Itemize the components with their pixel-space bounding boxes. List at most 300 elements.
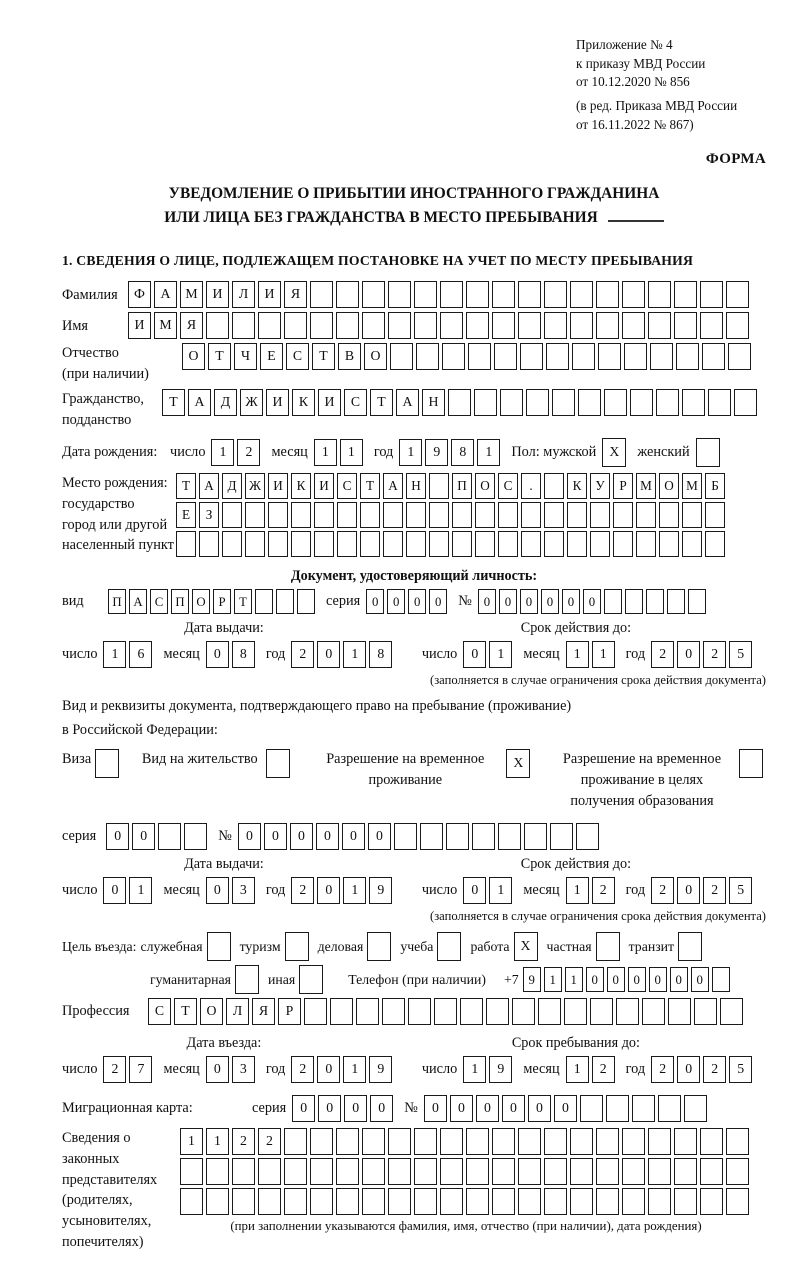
char-cell[interactable]: 2	[703, 641, 726, 668]
char-cell[interactable]	[688, 589, 706, 614]
char-cell[interactable]	[696, 438, 720, 467]
char-cell[interactable]	[596, 932, 620, 961]
char-cell[interactable]	[206, 312, 229, 339]
char-cell[interactable]: О	[364, 343, 387, 370]
char-cell[interactable]	[291, 502, 311, 528]
char-cell[interactable]: 0	[450, 1095, 473, 1122]
char-cell[interactable]	[570, 1158, 593, 1185]
char-cell[interactable]	[705, 531, 725, 557]
char-cell[interactable]	[682, 531, 702, 557]
char-cell[interactable]: 1	[544, 967, 562, 992]
char-cell[interactable]: О	[659, 473, 679, 499]
char-cell[interactable]	[180, 1188, 203, 1215]
char-cell[interactable]	[388, 1188, 411, 1215]
char-cell[interactable]: 2	[703, 1056, 726, 1083]
char-cell[interactable]	[720, 998, 743, 1025]
char-cell[interactable]: .	[521, 473, 541, 499]
char-cell[interactable]: Ф	[128, 281, 151, 308]
char-cell[interactable]	[659, 531, 679, 557]
char-cell[interactable]: 2	[232, 1128, 255, 1155]
char-cell[interactable]: 0	[528, 1095, 551, 1122]
char-cell[interactable]: 0	[206, 641, 229, 668]
char-cell[interactable]: 0	[342, 823, 365, 850]
char-cell[interactable]	[492, 1158, 515, 1185]
char-cell[interactable]	[95, 749, 119, 778]
char-cell[interactable]	[684, 1095, 707, 1122]
char-cell[interactable]	[180, 1158, 203, 1185]
char-cell[interactable]	[518, 1188, 541, 1215]
char-cell[interactable]: 0	[677, 641, 700, 668]
char-cell[interactable]	[360, 531, 380, 557]
char-cell[interactable]	[268, 502, 288, 528]
char-cell[interactable]: 0	[502, 1095, 525, 1122]
char-cell[interactable]: 0	[206, 877, 229, 904]
char-cell[interactable]	[268, 531, 288, 557]
char-cell[interactable]	[440, 281, 463, 308]
char-cell[interactable]	[206, 1188, 229, 1215]
char-cell[interactable]	[442, 343, 465, 370]
char-cell[interactable]	[284, 1188, 307, 1215]
char-cell[interactable]	[726, 1158, 749, 1185]
char-cell[interactable]: 0	[238, 823, 261, 850]
char-cell[interactable]	[207, 932, 231, 961]
char-cell[interactable]	[596, 281, 619, 308]
char-cell[interactable]	[388, 312, 411, 339]
char-cell[interactable]: 2	[237, 439, 260, 466]
char-cell[interactable]	[567, 502, 587, 528]
char-cell[interactable]: 0	[292, 1095, 315, 1122]
char-cell[interactable]: 1	[463, 1056, 486, 1083]
char-cell[interactable]	[552, 389, 575, 416]
char-cell[interactable]: 0	[499, 589, 517, 614]
char-cell[interactable]	[472, 823, 495, 850]
char-cell[interactable]	[646, 589, 664, 614]
char-cell[interactable]	[336, 312, 359, 339]
char-cell[interactable]: 0	[463, 641, 486, 668]
char-cell[interactable]	[578, 389, 601, 416]
char-cell[interactable]	[674, 281, 697, 308]
char-cell[interactable]	[648, 1188, 671, 1215]
char-cell[interactable]	[440, 1128, 463, 1155]
char-cell[interactable]	[232, 312, 255, 339]
char-cell[interactable]: А	[383, 473, 403, 499]
char-cell[interactable]	[429, 473, 449, 499]
char-cell[interactable]	[700, 312, 723, 339]
char-cell[interactable]: 0	[554, 1095, 577, 1122]
char-cell[interactable]	[310, 1188, 333, 1215]
char-cell[interactable]: 2	[103, 1056, 126, 1083]
char-cell[interactable]	[682, 389, 705, 416]
char-cell[interactable]	[408, 998, 431, 1025]
char-cell[interactable]: Т	[174, 998, 197, 1025]
char-cell[interactable]	[512, 998, 535, 1025]
char-cell[interactable]: 0	[106, 823, 129, 850]
char-cell[interactable]	[642, 998, 665, 1025]
char-cell[interactable]: 1	[206, 1128, 229, 1155]
char-cell[interactable]	[475, 502, 495, 528]
char-cell[interactable]: С	[286, 343, 309, 370]
char-cell[interactable]	[659, 502, 679, 528]
char-cell[interactable]: 0	[670, 967, 688, 992]
char-cell[interactable]	[299, 965, 323, 994]
char-cell[interactable]	[199, 531, 219, 557]
char-cell[interactable]	[576, 823, 599, 850]
char-cell[interactable]: Т	[208, 343, 231, 370]
char-cell[interactable]	[310, 312, 333, 339]
char-cell[interactable]: 0	[206, 1056, 229, 1083]
char-cell[interactable]: 9	[523, 967, 541, 992]
char-cell[interactable]: И	[268, 473, 288, 499]
char-cell[interactable]: Е	[260, 343, 283, 370]
char-cell[interactable]	[580, 1095, 603, 1122]
char-cell[interactable]	[492, 312, 515, 339]
char-cell[interactable]	[667, 589, 685, 614]
char-cell[interactable]: 6	[129, 641, 152, 668]
char-cell[interactable]: 1	[566, 641, 589, 668]
char-cell[interactable]	[492, 1128, 515, 1155]
char-cell[interactable]	[570, 1188, 593, 1215]
char-cell[interactable]	[446, 823, 469, 850]
char-cell[interactable]	[708, 389, 731, 416]
char-cell[interactable]	[383, 531, 403, 557]
char-cell[interactable]	[222, 502, 242, 528]
char-cell[interactable]	[486, 998, 509, 1025]
char-cell[interactable]: Ч	[234, 343, 257, 370]
char-cell[interactable]	[570, 1128, 593, 1155]
char-cell[interactable]	[622, 1158, 645, 1185]
char-cell[interactable]: Т	[162, 389, 185, 416]
char-cell[interactable]: О	[182, 343, 205, 370]
char-cell[interactable]: М	[180, 281, 203, 308]
char-cell[interactable]	[176, 531, 196, 557]
char-cell[interactable]	[158, 823, 181, 850]
char-cell[interactable]: 9	[369, 1056, 392, 1083]
char-cell[interactable]	[590, 531, 610, 557]
char-cell[interactable]: З	[199, 502, 219, 528]
char-cell[interactable]	[414, 1128, 437, 1155]
char-cell[interactable]: 0	[583, 589, 601, 614]
char-cell[interactable]	[310, 1158, 333, 1185]
char-cell[interactable]	[258, 312, 281, 339]
char-cell[interactable]	[570, 312, 593, 339]
char-cell[interactable]: 0	[677, 877, 700, 904]
char-cell[interactable]: 1	[566, 1056, 589, 1083]
char-cell[interactable]: И	[266, 389, 289, 416]
char-cell[interactable]	[304, 998, 327, 1025]
char-cell[interactable]	[544, 473, 564, 499]
char-cell[interactable]: X	[506, 749, 530, 778]
char-cell[interactable]	[235, 965, 259, 994]
char-cell[interactable]: 1	[343, 1056, 366, 1083]
char-cell[interactable]: 1	[477, 439, 500, 466]
char-cell[interactable]	[648, 1158, 671, 1185]
char-cell[interactable]	[668, 998, 691, 1025]
char-cell[interactable]	[570, 281, 593, 308]
char-cell[interactable]: 2	[291, 877, 314, 904]
char-cell[interactable]: 0	[541, 589, 559, 614]
char-cell[interactable]: Р	[278, 998, 301, 1025]
char-cell[interactable]: 9	[489, 1056, 512, 1083]
char-cell[interactable]: 0	[317, 1056, 340, 1083]
char-cell[interactable]	[613, 531, 633, 557]
char-cell[interactable]: 1	[592, 641, 615, 668]
char-cell[interactable]: Ж	[245, 473, 265, 499]
char-cell[interactable]	[394, 823, 417, 850]
char-cell[interactable]	[258, 1188, 281, 1215]
char-cell[interactable]: Т	[360, 473, 380, 499]
char-cell[interactable]: 0	[586, 967, 604, 992]
char-cell[interactable]: 0	[132, 823, 155, 850]
char-cell[interactable]	[414, 312, 437, 339]
char-cell[interactable]	[466, 1128, 489, 1155]
char-cell[interactable]	[606, 1095, 629, 1122]
char-cell[interactable]	[567, 531, 587, 557]
char-cell[interactable]	[590, 998, 613, 1025]
char-cell[interactable]: 0	[463, 877, 486, 904]
char-cell[interactable]: 0	[387, 589, 405, 614]
char-cell[interactable]: Е	[176, 502, 196, 528]
char-cell[interactable]: П	[171, 589, 189, 614]
char-cell[interactable]: И	[318, 389, 341, 416]
char-cell[interactable]: 8	[232, 641, 255, 668]
char-cell[interactable]: 0	[103, 877, 126, 904]
char-cell[interactable]: 1	[489, 877, 512, 904]
char-cell[interactable]	[636, 502, 656, 528]
char-cell[interactable]	[544, 502, 564, 528]
char-cell[interactable]	[284, 1158, 307, 1185]
char-cell[interactable]	[232, 1158, 255, 1185]
char-cell[interactable]	[314, 502, 334, 528]
char-cell[interactable]	[336, 281, 359, 308]
char-cell[interactable]: 0	[344, 1095, 367, 1122]
char-cell[interactable]: 0	[429, 589, 447, 614]
char-cell[interactable]	[297, 589, 315, 614]
char-cell[interactable]	[596, 312, 619, 339]
char-cell[interactable]	[538, 998, 561, 1025]
char-cell[interactable]	[622, 1128, 645, 1155]
char-cell[interactable]: 8	[369, 641, 392, 668]
char-cell[interactable]	[388, 1128, 411, 1155]
char-cell[interactable]: 0	[607, 967, 625, 992]
char-cell[interactable]	[705, 502, 725, 528]
char-cell[interactable]	[674, 1188, 697, 1215]
char-cell[interactable]: К	[291, 473, 311, 499]
char-cell[interactable]	[624, 343, 647, 370]
char-cell[interactable]	[544, 1188, 567, 1215]
char-cell[interactable]: Б	[705, 473, 725, 499]
char-cell[interactable]	[310, 1128, 333, 1155]
char-cell[interactable]	[520, 343, 543, 370]
char-cell[interactable]	[572, 343, 595, 370]
char-cell[interactable]: 2	[291, 1056, 314, 1083]
char-cell[interactable]	[726, 1128, 749, 1155]
char-cell[interactable]	[362, 1158, 385, 1185]
char-cell[interactable]: А	[188, 389, 211, 416]
char-cell[interactable]	[622, 281, 645, 308]
char-cell[interactable]	[474, 389, 497, 416]
char-cell[interactable]	[448, 389, 471, 416]
char-cell[interactable]	[466, 312, 489, 339]
char-cell[interactable]	[739, 749, 763, 778]
char-cell[interactable]: А	[396, 389, 419, 416]
char-cell[interactable]	[466, 1158, 489, 1185]
char-cell[interactable]: 1	[489, 641, 512, 668]
char-cell[interactable]: 0	[317, 641, 340, 668]
char-cell[interactable]	[466, 1188, 489, 1215]
char-cell[interactable]	[284, 1128, 307, 1155]
char-cell[interactable]	[674, 1128, 697, 1155]
char-cell[interactable]	[544, 281, 567, 308]
char-cell[interactable]: О	[200, 998, 223, 1025]
char-cell[interactable]: Ж	[240, 389, 263, 416]
char-cell[interactable]	[630, 389, 653, 416]
char-cell[interactable]	[388, 1158, 411, 1185]
char-cell[interactable]: В	[338, 343, 361, 370]
char-cell[interactable]: 1	[343, 877, 366, 904]
char-cell[interactable]: 1	[211, 439, 234, 466]
char-cell[interactable]	[636, 531, 656, 557]
char-cell[interactable]	[337, 502, 357, 528]
char-cell[interactable]	[674, 312, 697, 339]
char-cell[interactable]: 1	[314, 439, 337, 466]
char-cell[interactable]: С	[498, 473, 518, 499]
char-cell[interactable]	[518, 281, 541, 308]
char-cell[interactable]	[336, 1188, 359, 1215]
char-cell[interactable]: А	[154, 281, 177, 308]
char-cell[interactable]: Я	[284, 281, 307, 308]
char-cell[interactable]: Д	[214, 389, 237, 416]
char-cell[interactable]	[700, 1158, 723, 1185]
char-cell[interactable]	[360, 502, 380, 528]
char-cell[interactable]: С	[148, 998, 171, 1025]
char-cell[interactable]: 3	[232, 877, 255, 904]
char-cell[interactable]	[232, 1188, 255, 1215]
char-cell[interactable]: Я	[180, 312, 203, 339]
char-cell[interactable]: Т	[312, 343, 335, 370]
char-cell[interactable]	[284, 312, 307, 339]
char-cell[interactable]	[498, 823, 521, 850]
char-cell[interactable]: 2	[592, 877, 615, 904]
char-cell[interactable]	[544, 1128, 567, 1155]
char-cell[interactable]: О	[475, 473, 495, 499]
char-cell[interactable]: Н	[422, 389, 445, 416]
char-cell[interactable]	[336, 1158, 359, 1185]
char-cell[interactable]	[285, 932, 309, 961]
char-cell[interactable]	[702, 343, 725, 370]
char-cell[interactable]: 0	[691, 967, 709, 992]
char-cell[interactable]	[420, 823, 443, 850]
char-cell[interactable]	[452, 531, 472, 557]
char-cell[interactable]	[494, 343, 517, 370]
char-cell[interactable]	[383, 502, 403, 528]
char-cell[interactable]	[678, 932, 702, 961]
char-cell[interactable]	[245, 502, 265, 528]
char-cell[interactable]: 1	[180, 1128, 203, 1155]
char-cell[interactable]	[658, 1095, 681, 1122]
char-cell[interactable]	[475, 531, 495, 557]
char-cell[interactable]: 3	[232, 1056, 255, 1083]
char-cell[interactable]	[440, 1188, 463, 1215]
char-cell[interactable]: 0	[677, 1056, 700, 1083]
char-cell[interactable]	[406, 531, 426, 557]
char-cell[interactable]: 8	[451, 439, 474, 466]
char-cell[interactable]	[414, 1188, 437, 1215]
char-cell[interactable]	[362, 1128, 385, 1155]
char-cell[interactable]: Л	[226, 998, 249, 1025]
char-cell[interactable]	[414, 281, 437, 308]
char-cell[interactable]	[726, 281, 749, 308]
char-cell[interactable]	[682, 502, 702, 528]
char-cell[interactable]	[498, 502, 518, 528]
char-cell[interactable]	[390, 343, 413, 370]
char-cell[interactable]	[382, 998, 405, 1025]
char-cell[interactable]	[362, 312, 385, 339]
char-cell[interactable]	[310, 281, 333, 308]
char-cell[interactable]: 2	[291, 641, 314, 668]
char-cell[interactable]: 1	[566, 877, 589, 904]
char-cell[interactable]	[206, 1158, 229, 1185]
char-cell[interactable]: О	[192, 589, 210, 614]
char-cell[interactable]	[406, 502, 426, 528]
char-cell[interactable]	[712, 967, 730, 992]
char-cell[interactable]: 0	[476, 1095, 499, 1122]
char-cell[interactable]	[362, 1188, 385, 1215]
char-cell[interactable]: М	[636, 473, 656, 499]
char-cell[interactable]	[726, 312, 749, 339]
char-cell[interactable]	[524, 823, 547, 850]
char-cell[interactable]: И	[206, 281, 229, 308]
char-cell[interactable]: К	[567, 473, 587, 499]
char-cell[interactable]	[625, 589, 643, 614]
char-cell[interactable]	[526, 389, 549, 416]
char-cell[interactable]	[596, 1188, 619, 1215]
char-cell[interactable]	[656, 389, 679, 416]
char-cell[interactable]	[726, 1188, 749, 1215]
char-cell[interactable]: Д	[222, 473, 242, 499]
char-cell[interactable]	[622, 312, 645, 339]
char-cell[interactable]	[429, 531, 449, 557]
char-cell[interactable]	[367, 932, 391, 961]
char-cell[interactable]	[416, 343, 439, 370]
char-cell[interactable]: 1	[340, 439, 363, 466]
char-cell[interactable]	[468, 343, 491, 370]
char-cell[interactable]	[266, 749, 290, 778]
char-cell[interactable]: 2	[258, 1128, 281, 1155]
char-cell[interactable]	[498, 531, 518, 557]
char-cell[interactable]: X	[602, 438, 626, 467]
char-cell[interactable]: 0	[368, 823, 391, 850]
char-cell[interactable]: 2	[651, 1056, 674, 1083]
char-cell[interactable]: 0	[318, 1095, 341, 1122]
char-cell[interactable]: Т	[370, 389, 393, 416]
char-cell[interactable]	[492, 281, 515, 308]
char-cell[interactable]	[604, 589, 622, 614]
char-cell[interactable]	[434, 998, 457, 1025]
char-cell[interactable]	[700, 281, 723, 308]
char-cell[interactable]	[337, 531, 357, 557]
char-cell[interactable]	[700, 1188, 723, 1215]
char-cell[interactable]: 5	[729, 877, 752, 904]
char-cell[interactable]: X	[514, 932, 538, 961]
char-cell[interactable]: 2	[651, 641, 674, 668]
char-cell[interactable]	[356, 998, 379, 1025]
char-cell[interactable]: 0	[628, 967, 646, 992]
char-cell[interactable]	[590, 502, 610, 528]
char-cell[interactable]	[674, 1158, 697, 1185]
char-cell[interactable]: 1	[399, 439, 422, 466]
char-cell[interactable]	[336, 1128, 359, 1155]
char-cell[interactable]: 0	[649, 967, 667, 992]
